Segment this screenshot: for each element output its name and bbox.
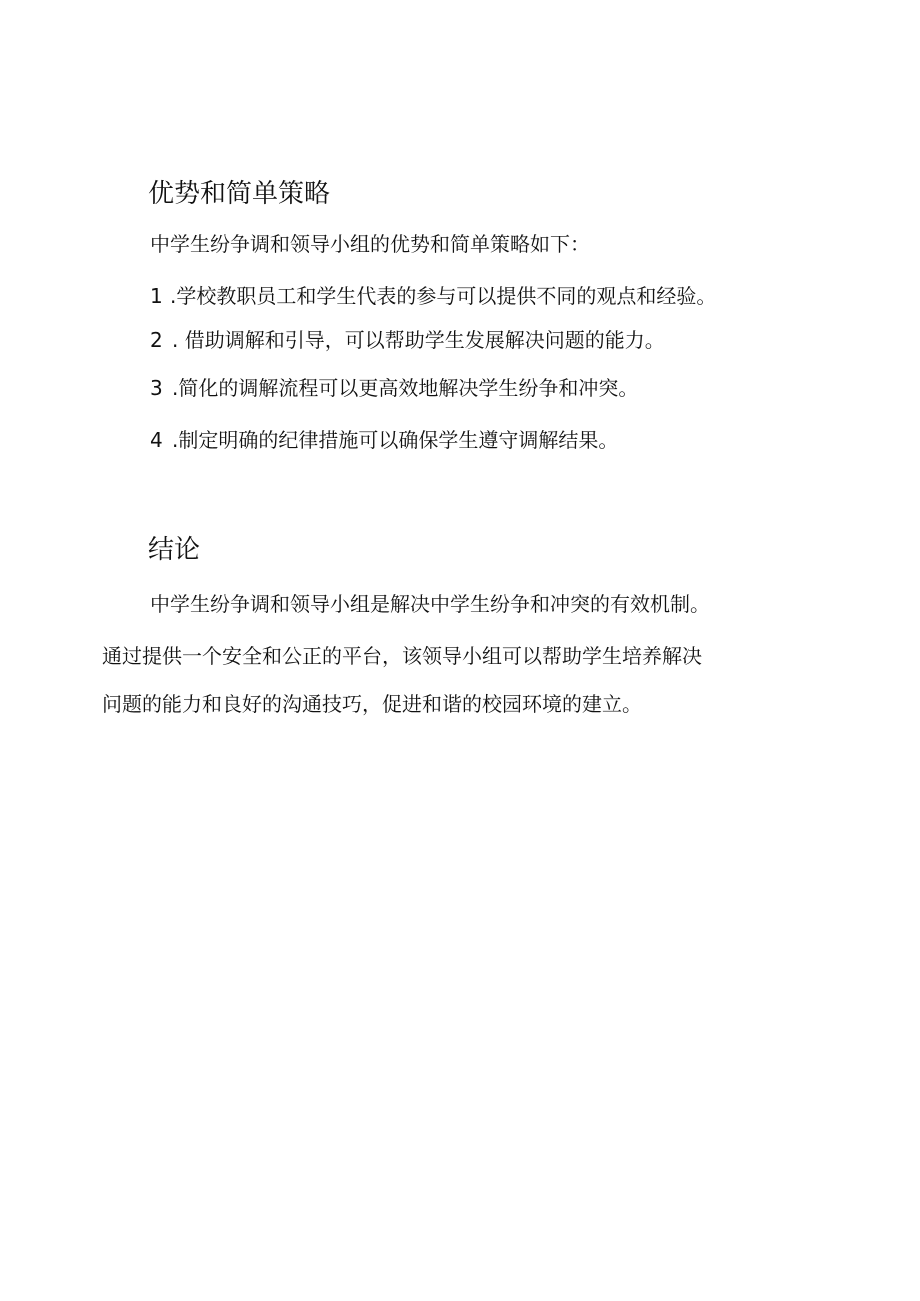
list-item-number: 1: [150, 284, 163, 308]
list-item-text: . 借助调解和引导，可以帮助学生发展解决问题的能力。: [172, 328, 665, 352]
list-item: [150, 326, 665, 354]
list-item: [150, 426, 618, 454]
section-intro: 中学生纷争调和领导小组的优势和简单策略如下：: [150, 232, 590, 256]
list-item-number: 3: [150, 376, 163, 400]
section-title-conclusion: 结论: [148, 535, 201, 565]
paragraph-line: 通过提供一个安全和公正的平台，该领导小组可以帮助学生培养解决: [102, 644, 702, 668]
list-item: [150, 282, 716, 310]
section-title-advantages: 优势和简单策略: [148, 179, 331, 209]
list-item: [150, 374, 638, 402]
list-item-text: .简化的调解流程可以更高效地解决学生纷争和冲突。: [172, 376, 639, 400]
paragraph-line: 问题的能力和良好的沟通技巧，促进和谐的校园环境的建立。: [102, 692, 642, 716]
list-item-number: 4: [150, 428, 163, 452]
list-item-text: .制定明确的纪律措施可以确保学生遵守调解结果。: [172, 428, 619, 452]
list-item-text: .学校教职员工和学生代表的参与可以提供不同的观点和经验。: [170, 284, 717, 308]
paragraph-line: 中学生纷争调和领导小组是解决中学生纷争和冲突的有效机制。: [150, 592, 710, 616]
list-item-number: 2: [150, 328, 163, 352]
